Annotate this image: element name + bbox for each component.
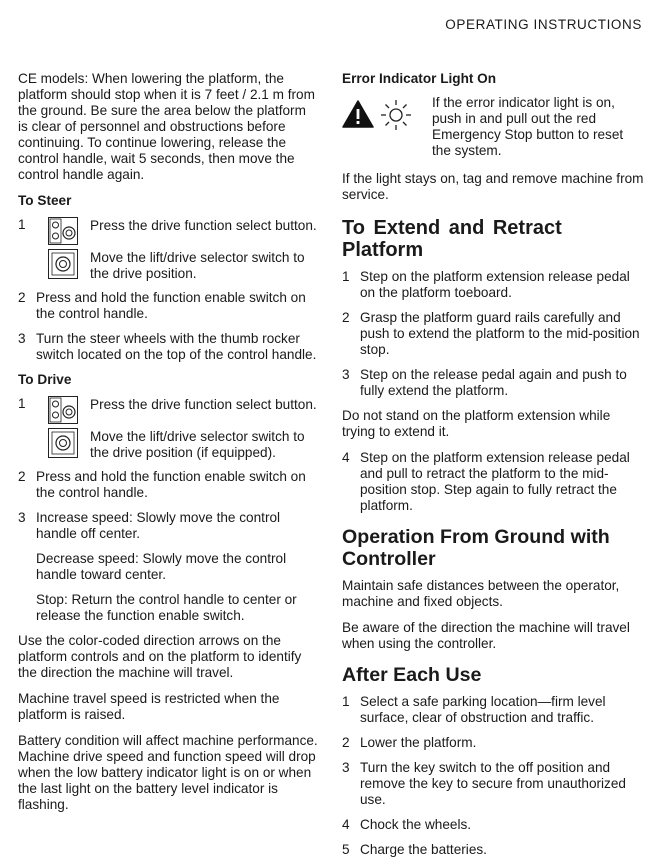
extension-warning: Do not stand on the platform extension while trying to extend it. bbox=[342, 408, 611, 439]
after-step-5 bbox=[342, 842, 644, 858]
step-number: 4 bbox=[342, 450, 350, 465]
step-text: Press and hold the function enable switch on the control handle. bbox=[36, 290, 306, 321]
drive-step-1a bbox=[18, 396, 318, 424]
step-text: Charge the batteries. bbox=[360, 842, 487, 857]
after-step-3 bbox=[342, 760, 644, 808]
step-text: Step on the platform extension release pedal and pull to retract the platform to the mid-position stop. Step again to fully retract the platform. bbox=[360, 450, 630, 513]
page-header: OPERATING INSTRUCTIONS bbox=[445, 17, 642, 32]
step-text: Move the lift/drive selector switch to the drive position. bbox=[90, 250, 305, 281]
step-text: Press and hold the function enable switch on the control handle. bbox=[36, 469, 306, 500]
direction-arrows-note: Use the color-coded direction arrows on the platform controls and on the platform to identify the direction the machine will travel. bbox=[18, 633, 302, 680]
step-number: 4 bbox=[342, 817, 350, 832]
error-tag-note: If the light stays on, tag and remove machine from service. bbox=[342, 171, 644, 202]
step-text: Step on the platform extension release pedal on the platform toeboard. bbox=[360, 269, 630, 300]
drive-select-button-icon bbox=[48, 217, 78, 245]
to-steer-heading: To Steer bbox=[18, 193, 72, 208]
after-step-1 bbox=[342, 694, 644, 726]
indicator-light-icon bbox=[380, 99, 412, 135]
error-indicator-heading: Error Indicator Light On bbox=[342, 71, 497, 86]
step-number: 1 bbox=[342, 269, 350, 284]
step-number: 2 bbox=[18, 290, 26, 305]
step-text: Chock the wheels. bbox=[360, 817, 472, 832]
step-text: Step on the release pedal again and push to fully extend the platform. bbox=[360, 367, 627, 398]
ce-models-note: CE models: When lowering the platform, the platform should stop when it is 7 feet / 2.1 m from the ground. Be sure the area below the platform is clear of personnel and obstructions before continuing. To continue lowering, release the control handle, wait 5 seconds, then move the control handle again. bbox=[18, 71, 315, 182]
travel-speed-note: Machine travel speed is restricted when the platform is raised. bbox=[18, 691, 280, 722]
step-number: 1 bbox=[18, 396, 26, 411]
after-each-use-heading: After Each Use bbox=[342, 664, 482, 686]
drive-step-2 bbox=[18, 469, 318, 501]
step-text: Move the lift/drive selector switch to the drive position (if equipped). bbox=[90, 429, 305, 460]
step-text: Grasp the platform guard rails carefully and push to extend the platform to the mid-position stop. bbox=[360, 310, 640, 357]
error-indicator-block bbox=[342, 95, 644, 159]
after-step-4 bbox=[342, 817, 644, 833]
ground-safe-distance: Maintain safe distances between the operator, machine and fixed objects. bbox=[342, 578, 620, 609]
decrease-speed-text: Decrease speed: Slowly move the control handle toward center. bbox=[36, 551, 287, 582]
to-drive-heading: To Drive bbox=[18, 372, 72, 387]
stop-text: Stop: Return the control handle to center or release the function enable switch. bbox=[36, 592, 297, 623]
step-number: 2 bbox=[18, 469, 26, 484]
lift-drive-selector-icon bbox=[48, 249, 78, 277]
step-number: 1 bbox=[18, 217, 26, 232]
extend-step-3 bbox=[342, 367, 644, 399]
battery-note: Battery condition will affect machine performance. Machine drive speed and function speed will drop when the low battery indicator light is on or when the last light on the battery level indicator is flashing. bbox=[18, 733, 318, 812]
steer-step-1a bbox=[18, 217, 318, 245]
drive-step-1b bbox=[18, 428, 318, 461]
extend-step-4 bbox=[342, 450, 644, 514]
step-text: Lower the platform. bbox=[360, 735, 477, 750]
error-indicator-text: If the error indicator light is on, push in and pull out the red Emergency Stop button to reset the system. bbox=[432, 95, 624, 158]
ground-operation-heading: Operation From Ground with Controller bbox=[342, 526, 610, 570]
ground-direction-note: Be aware of the direction the machine will travel when using the controller. bbox=[342, 620, 630, 651]
extend-step-1 bbox=[342, 269, 644, 301]
drive-select-button-icon bbox=[48, 396, 78, 424]
steer-step-3 bbox=[18, 331, 318, 363]
steer-step-2 bbox=[18, 290, 318, 322]
step-number: 2 bbox=[342, 735, 350, 750]
step-text: Turn the key switch to the off position and remove the key to secure from unauthorized use. bbox=[360, 760, 626, 807]
step-number: 3 bbox=[342, 760, 350, 775]
step-number: 3 bbox=[18, 510, 26, 525]
step-number: 3 bbox=[18, 331, 26, 346]
step-text: Select a safe parking location—firm level surface, clear of obstruction and traffic. bbox=[360, 694, 606, 725]
step-text: Increase speed: Slowly move the control handle off center. bbox=[36, 510, 281, 541]
lift-drive-selector-icon bbox=[48, 428, 78, 456]
warning-triangle-icon bbox=[342, 99, 374, 133]
drive-step-3 bbox=[18, 510, 318, 542]
left-column bbox=[18, 71, 318, 823]
step-number: 2 bbox=[342, 310, 350, 325]
steer-step-1b bbox=[18, 249, 318, 282]
step-text: Press the drive function select button. bbox=[90, 397, 317, 412]
step-text: Turn the steer wheels with the thumb rocker switch located on the top of the control handle. bbox=[36, 331, 317, 362]
step-number: 1 bbox=[342, 694, 350, 709]
extend-step-2 bbox=[342, 310, 644, 358]
extend-retract-heading: To Extend and Retract Platform bbox=[342, 217, 562, 261]
step-number: 3 bbox=[342, 367, 350, 382]
step-number: 5 bbox=[342, 842, 350, 857]
right-column bbox=[342, 71, 644, 867]
after-step-2 bbox=[342, 735, 644, 751]
step-text: Press the drive function select button. bbox=[90, 218, 317, 233]
